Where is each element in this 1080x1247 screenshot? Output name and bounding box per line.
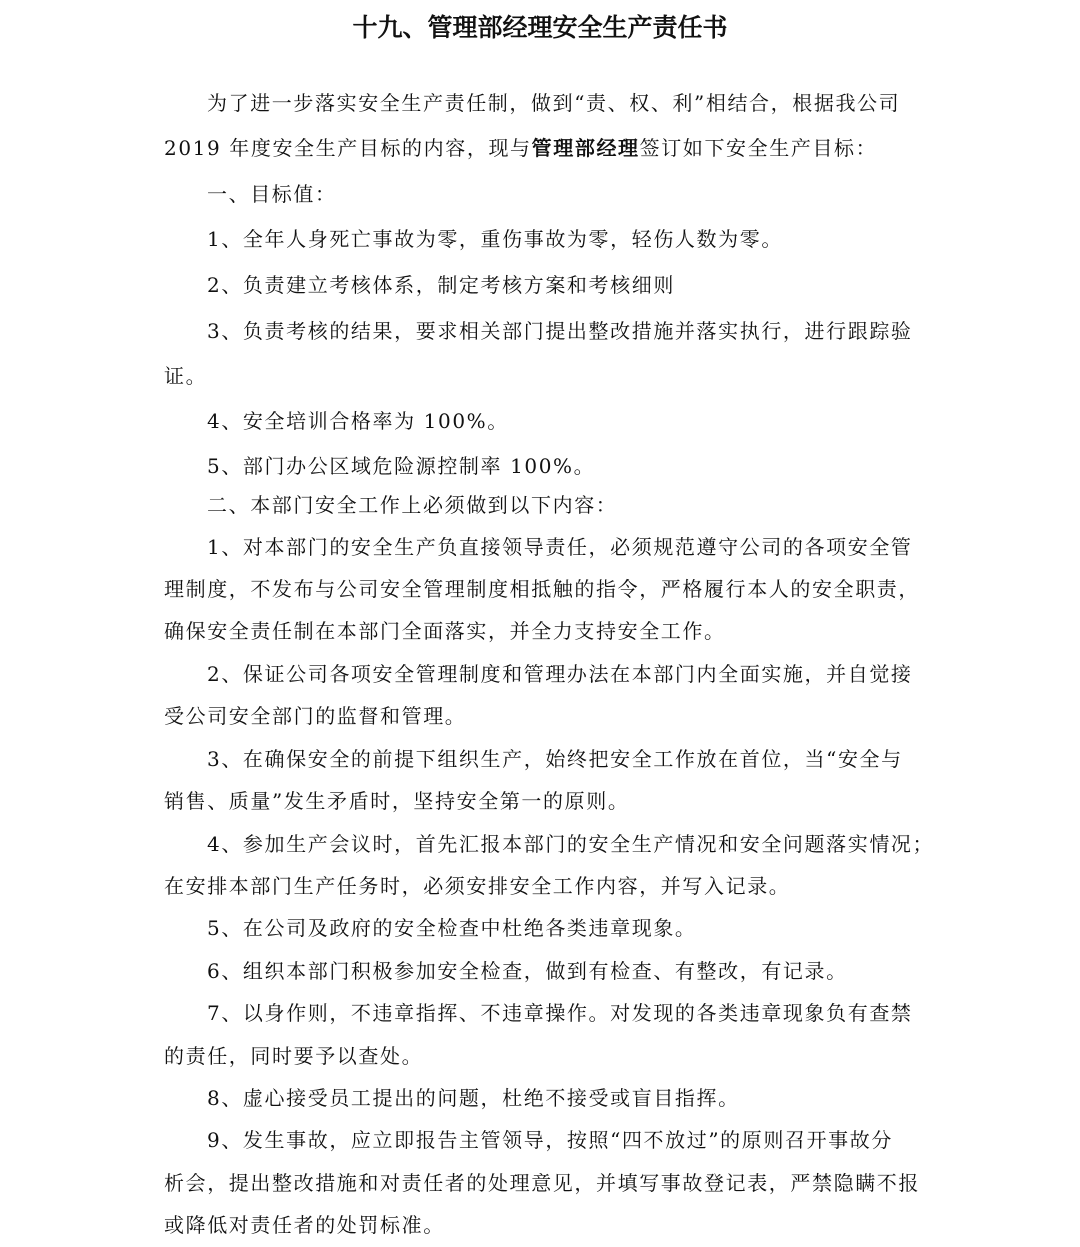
target-item: 5、部门办公区域危险源控制率 100%。 (207, 454, 596, 478)
duty-line: 的责任，同时要予以查处。 (164, 1044, 424, 1068)
target-item: 2、负责建立考核体系，制定考核方案和考核细则 (207, 273, 675, 297)
duty-line: 销售、质量”发生矛盾时，坚持安全第一的原则。 (164, 789, 630, 813)
position-name: 管理部经理 (531, 136, 640, 160)
section-1-heading: 一、目标值： (207, 182, 337, 206)
duty-line: 7、以身作则，不违章指挥、不违章操作。对发现的各类违章现象负有查禁 (207, 1001, 913, 1025)
target-item: 3、负责考核的结果，要求相关部门提出整改措施并落实执行，进行跟踪验 (207, 319, 913, 343)
document-title: 十九、管理部经理安全生产责任书 (352, 13, 728, 42)
duty-line: 8、虚心接受员工提出的问题，杜绝不接受或盲目指挥。 (207, 1086, 740, 1110)
duty-line: 6、组织本部门积极参加安全检查，做到有检查、有整改，有记录。 (207, 959, 848, 983)
duty-line: 1、对本部门的安全生产负直接领导责任，必须规范遵守公司的各项安全管 (207, 535, 913, 559)
target-item-continuation: 证。 (164, 364, 208, 388)
intro-line-2-tail: 签订如下安全生产目标： (639, 136, 878, 160)
target-item: 1、全年人身死亡事故为零，重伤事故为零，轻伤人数为零。 (207, 227, 783, 251)
duty-line: 理制度，不发布与公司安全管理制度相抵触的指令，严格履行本人的安全职责， (164, 577, 920, 601)
intro-line-2-text: 2019 年度安全生产目标的内容，现与 (164, 136, 532, 160)
duty-line: 在安排本部门生产任务时，必须安排安全工作内容，并写入记录。 (164, 874, 791, 898)
duty-line: 析会，提出整改措施和对责任者的处理意见，并填写事故登记表，严禁隐瞒不报 (164, 1171, 920, 1195)
duty-line: 3、在确保安全的前提下组织生产，始终把安全工作放在首位，当“安全与 (207, 747, 903, 771)
duty-line: 4、参加生产会议时，首先汇报本部门的安全生产情况和安全问题落实情况； (207, 832, 935, 856)
intro-line-1: 为了进一步落实安全生产责任制，做到“责、权、利”相结合，根据我公司 (207, 91, 901, 115)
duty-line: 受公司安全部门的监督和管理。 (164, 704, 467, 728)
target-item: 4、安全培训合格率为 100%。 (207, 409, 509, 433)
intro-line-2 (164, 128, 924, 168)
duty-line: 或降低对责任者的处罚标准。 (164, 1213, 445, 1237)
section-2-heading: 二、本部门安全工作上必须做到以下内容： (207, 493, 618, 517)
duty-line: 5、在公司及政府的安全检查中杜绝各类违章现象。 (207, 916, 697, 940)
duty-line: 9、发生事故，应立即报告主管领导，按照“四不放过”的原则召开事故分 (207, 1128, 893, 1152)
duty-line: 确保安全责任制在本部门全面落实，并全力支持安全工作。 (164, 619, 726, 643)
duty-line: 2、保证公司各项安全管理制度和管理办法在本部门内全面实施，并自觉接 (207, 662, 913, 686)
